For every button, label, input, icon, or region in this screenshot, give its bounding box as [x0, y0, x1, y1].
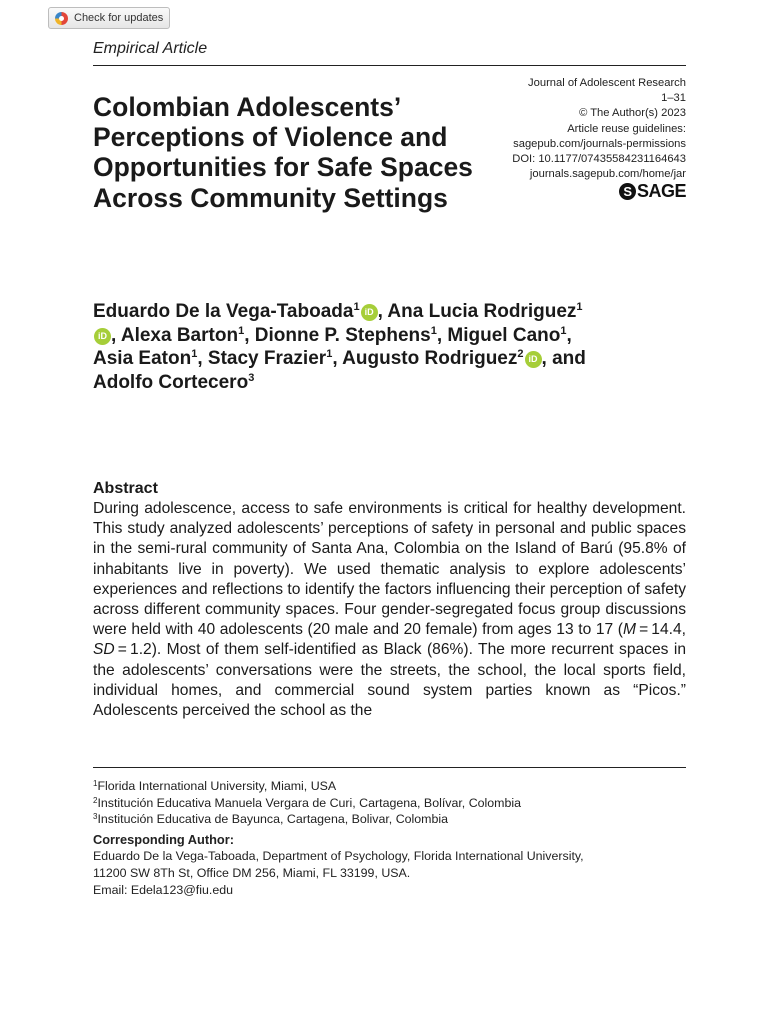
header-divider: [93, 65, 686, 66]
orcid-icon[interactable]: iD: [94, 328, 111, 345]
author-affiliation: 1: [576, 301, 583, 313]
crossmark-icon: [55, 12, 68, 25]
affiliation-number: 2: [93, 795, 98, 805]
journal-name: Journal of Adolescent Research: [528, 77, 686, 89]
author-affiliation: 1: [353, 301, 360, 313]
author-affiliation: 3: [248, 371, 255, 384]
stat-sd-value: = 1.2: [114, 641, 152, 659]
stat-mean-label: M: [622, 621, 636, 639]
corresponding-author-line: Eduardo De la Vega-Taboada, Department of Psychology, Florida International University,: [93, 849, 584, 864]
sage-logo-text: SAGE: [636, 181, 686, 201]
journal-info: [512, 76, 686, 182]
affiliation-number: 1: [93, 779, 98, 788]
affiliation-number: 3: [93, 812, 98, 822]
article-title: Colombian Adolescents’ Perceptions of Violence and Opportunities for Safe Spaces Across Community Settings: [93, 92, 473, 213]
orcid-icon[interactable]: iD: [361, 304, 378, 321]
stat-mean-value: = 14.4,: [635, 621, 686, 639]
corresponding-author-email[interactable]: Email: Edela123@fiu.edu: [93, 882, 234, 897]
author-list: Eduardo De la Vega-Taboada$^1$ iD , Ana Lucia Rodriguez$^1$iD , Alexa Barton$^1$, Dionne P. Stephens$^1$, Miguel Cano$^1$, Asia Eaton$^1$, Stacy Frazier$^1$, Augusto Rodriguez$^2$ iD , and Adolfo Cortecero$^3$: [93, 301, 586, 393]
sage-s-icon: S: [619, 183, 636, 200]
journal-homepage-link[interactable]: journals.sagepub.com/home/jar: [529, 168, 686, 181]
journal-pages: 1–31: [661, 92, 686, 105]
affiliation-item: [93, 778, 693, 795]
footnote-divider: [93, 767, 686, 768]
orcid-icon[interactable]: iD: [525, 351, 542, 368]
author-connector: and: [552, 348, 586, 370]
affiliation-text: Institución Educativa de Bayunca, Cartagena, Bolivar, Colombia: [97, 812, 449, 827]
author-affiliation: 1: [238, 324, 245, 337]
affiliation-item: [93, 795, 693, 812]
author-name: Asia Eaton: [93, 348, 192, 370]
corresponding-author-heading: Corresponding Author:: [93, 831, 234, 847]
stat-sd-label: SD: [93, 641, 115, 659]
footnotes: [93, 778, 693, 898]
journal-reuse-label: Article reuse guidelines:: [567, 122, 686, 135]
abstract-text-part: During adolescence, access to safe environments is critical for healthy development. This study analyzed adolescents’ perceptions of safety in personal and public spaces in the semi-rural community of Santa Ana, Colombia on the Island of Barú (95.8% of inhabitants live in poverty). We used thematic analysis to explore adolescents’ experiences and reflections to identify the factors influencing their perception of safety across different community spaces. Four gender-segregated focus group discussions were held with 40 adolescents (20 male and 20 female) from ages 13 to 17 (: [93, 500, 686, 639]
author-name: Alexa Barton: [120, 324, 239, 346]
abstract-body: [93, 499, 686, 721]
affiliation-text: Florida International University, Miami, USA: [97, 779, 337, 793]
author-name: Stacy Frazier: [207, 348, 327, 370]
author-affiliation: 1: [430, 324, 437, 337]
author-name: Miguel Cano: [447, 324, 561, 346]
journal-reuse-link[interactable]: sagepub.com/journals-permissions: [513, 137, 686, 150]
author-name: Eduardo De la Vega-Taboada: [93, 301, 354, 322]
article-type: Empirical Article: [93, 40, 208, 57]
sage-logo: [619, 181, 686, 202]
author-name: Adolfo Cortecero: [93, 371, 249, 393]
author-affiliation: 1: [560, 324, 567, 337]
journal-copyright: © The Author(s) 2023: [579, 107, 686, 120]
author-name: Augusto Rodriguez: [342, 348, 518, 370]
author-affiliation: 1: [191, 348, 198, 361]
journal-doi[interactable]: DOI: 10.1177/07435584231164643: [512, 153, 686, 166]
check-for-updates-button[interactable]: [48, 7, 170, 29]
abstract-heading: Abstract: [93, 480, 158, 497]
author-affiliation: 1: [326, 348, 333, 361]
check-for-updates-label: Check for updates: [74, 12, 164, 24]
affiliation-text: Institución Educativa Manuela Vergara de Curi, Cartagena, Bolívar, Colombia: [97, 795, 522, 810]
author-affiliation: 2: [517, 348, 524, 361]
affiliation-item: [93, 811, 693, 828]
author-name: Dionne P. Stephens: [254, 324, 431, 346]
author-name: Ana Lucia Rodriguez: [387, 301, 577, 322]
abstract-text-part: ). Most of them self-identified as Black (86%). The more recurrent spaces in the adolescents’ conversations were the streets, the school, the local sports field, individual homes, and commercial sound system parties known as “Picos.” Adolescents perceived the school as the: [93, 641, 686, 720]
corresponding-author-address: 11200 SW 8Th St, Office DM 256, Miami, FL 33199, USA.: [93, 865, 411, 880]
